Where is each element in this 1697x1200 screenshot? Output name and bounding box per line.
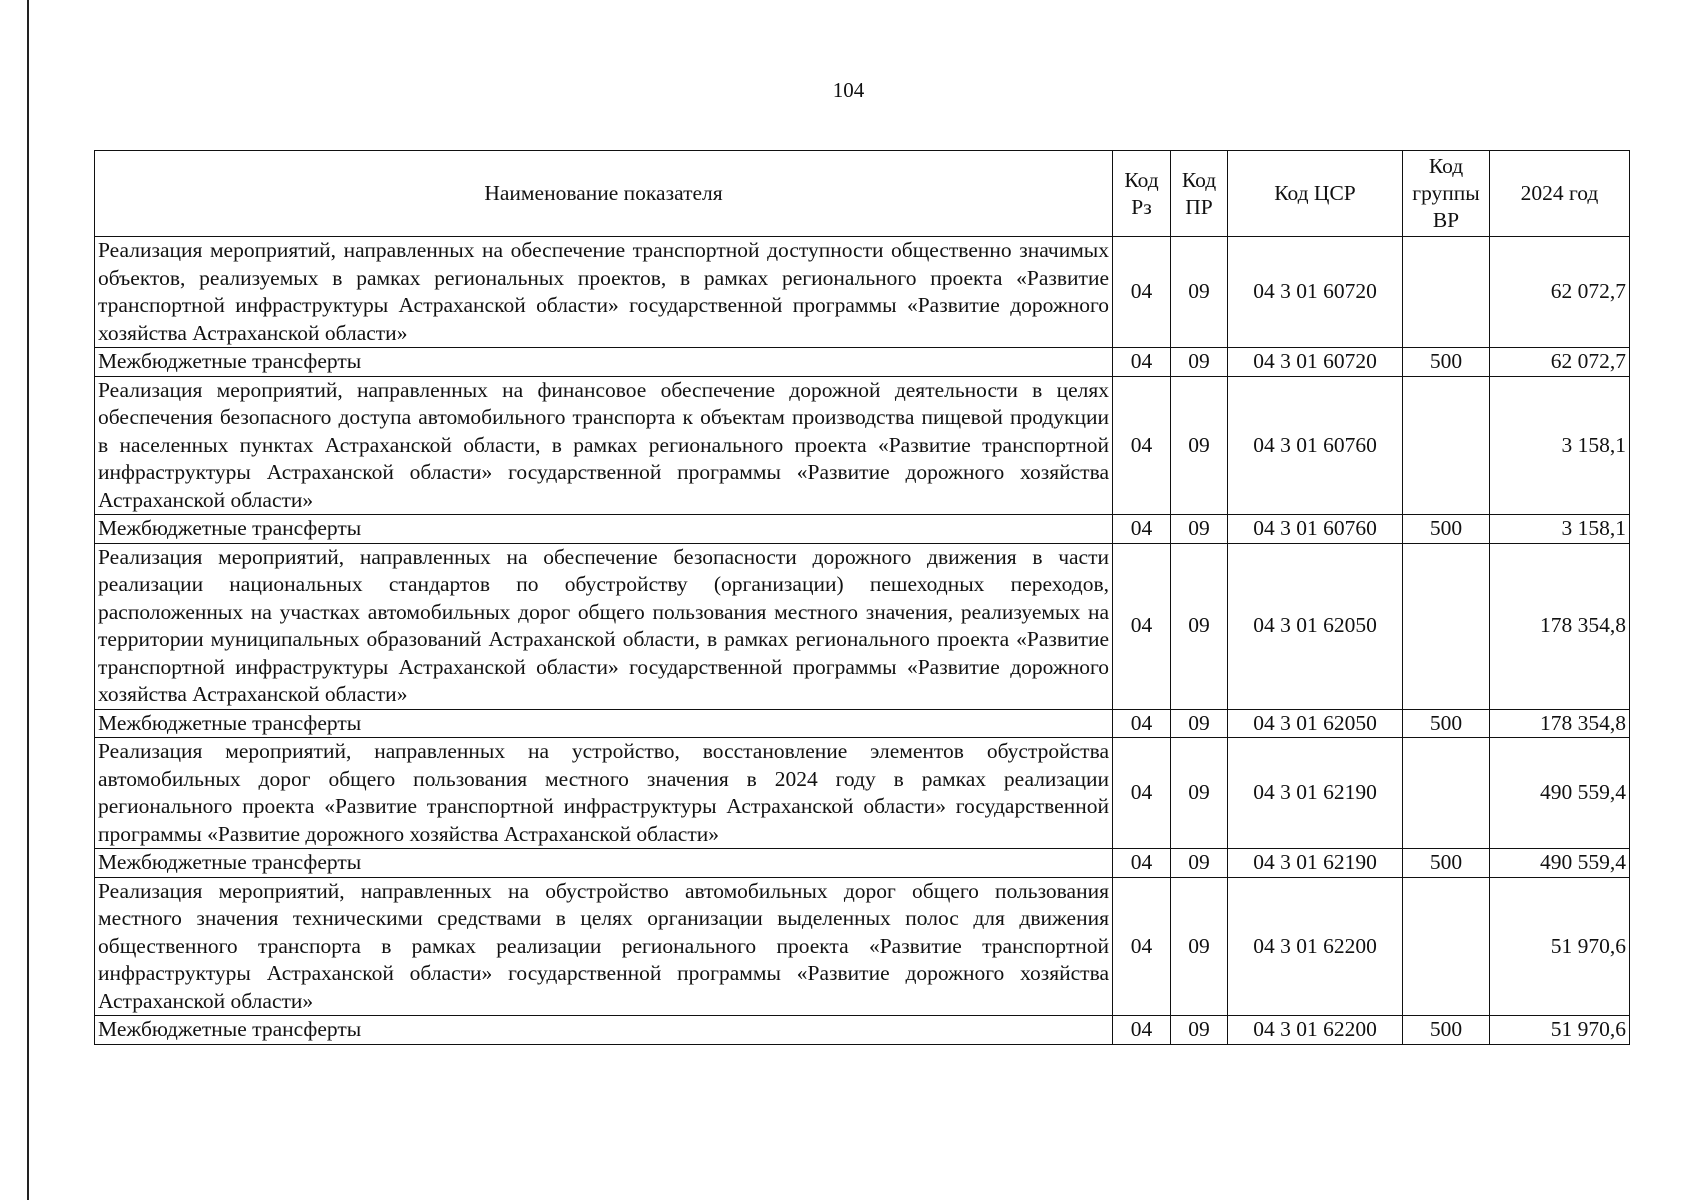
budget-table [94,150,1630,1045]
row-name: Реализация мероприятий, направленных на финансовое обеспечение дорожной деятельности в целях обеспечения безопасного доступа автомобильного транспорта к объектам производства пищевой продукции в населенных пунктах Астраханской области, в рамках регионального проекта «Развитие транспортной инфраструктуры Астраханской области» государственной программы «Развитие дорожного хозяйства Астраханской области» [95,376,1113,515]
row-name: Реализация мероприятий, направленных на устройство, восстановление элементов обустройства автомобильных дорог общего пользования местного значения в 2024 году в рамках реализации регионального проекта «Развитие транспортной инфраструктуры Астраханской области» государственной программы «Развитие дорожного хозяйства Астраханской области» [95,738,1113,849]
row-rz: 04 [1113,543,1171,709]
row-csr: 04 3 01 60720 [1228,348,1403,377]
row-vr: 500 [1403,1016,1490,1045]
row-csr: 04 3 01 62190 [1228,738,1403,849]
row-value: 51 970,6 [1490,1016,1630,1045]
row-pr: 09 [1171,849,1228,878]
row-csr: 04 3 01 60720 [1228,237,1403,348]
row-csr: 04 3 01 62050 [1228,709,1403,738]
table-row [95,515,1630,544]
row-pr: 09 [1171,515,1228,544]
table-row [95,1016,1630,1045]
row-rz: 04 [1113,709,1171,738]
header-csr: Код ЦСР [1228,151,1403,237]
row-vr [1403,376,1490,515]
scan-edge-line [27,0,29,1200]
row-csr: 04 3 01 62200 [1228,1016,1403,1045]
row-rz: 04 [1113,877,1171,1016]
row-value: 51 970,6 [1490,877,1630,1016]
row-rz: 04 [1113,515,1171,544]
row-pr: 09 [1171,543,1228,709]
row-csr: 04 3 01 60760 [1228,515,1403,544]
row-name: Реализация мероприятий, направленных на обустройство автомобильных дорог общего пользования местного значения техническими средствами в целях организации выделенных полос для движения общественного транспорта в рамках реализации регионального проекта «Развитие транспортной инфраструктуры Астраханской области» государственной программы «Развитие дорожного хозяйства Астраханской области» [95,877,1113,1016]
row-value: 3 158,1 [1490,376,1630,515]
table-row [95,877,1630,1016]
page-number: 104 [832,78,865,102]
table-header-row [95,151,1630,237]
row-value: 490 559,4 [1490,849,1630,878]
row-name: Межбюджетные трансферты [95,1016,1113,1045]
row-value: 62 072,7 [1490,237,1630,348]
row-name: Реализация мероприятий, направленных на обеспечение безопасности дорожного движения в части реализации национальных стандартов по обустройству (организации) пешеходных переходов, расположенных на участках автомобильных дорог общего пользования местного значения, реализуемых на территории муниципальных образований Астраханской области, в рамках регионального проекта «Развитие транспортной инфраструктуры Астраханской области» государственной программы «Развитие дорожного хозяйства Астраханской области» [95,543,1113,709]
header-rz: Код Рз [1113,151,1171,237]
row-pr: 09 [1171,348,1228,377]
row-vr [1403,237,1490,348]
header-vr: Код группы ВР [1403,151,1490,237]
row-rz: 04 [1113,1016,1171,1045]
row-rz: 04 [1113,376,1171,515]
row-pr: 09 [1171,376,1228,515]
row-name: Реализация мероприятий, направленных на обеспечение транспортной доступности общественно значимых объектов, реализуемых в рамках региональных проектов, в рамках регионального проекта «Развитие транспортной инфраструктуры Астраханской области» государственной программы «Развитие дорожного хозяйства Астраханской области» [95,237,1113,348]
row-rz: 04 [1113,738,1171,849]
row-rz: 04 [1113,849,1171,878]
row-name: Межбюджетные трансферты [95,515,1113,544]
row-vr [1403,738,1490,849]
row-vr [1403,877,1490,1016]
row-csr: 04 3 01 60760 [1228,376,1403,515]
row-value: 178 354,8 [1490,709,1630,738]
row-rz: 04 [1113,348,1171,377]
row-pr: 09 [1171,877,1228,1016]
row-vr: 500 [1403,515,1490,544]
row-vr [1403,543,1490,709]
row-csr: 04 3 01 62050 [1228,543,1403,709]
table-row [95,738,1630,849]
row-pr: 09 [1171,237,1228,348]
row-value: 490 559,4 [1490,738,1630,849]
table-row [95,376,1630,515]
row-value: 3 158,1 [1490,515,1630,544]
table-row [95,543,1630,709]
row-rz: 04 [1113,237,1171,348]
table-row [95,348,1630,377]
header-value: 2024 год [1490,151,1630,237]
row-csr: 04 3 01 62190 [1228,849,1403,878]
table-row [95,849,1630,878]
table-row [95,709,1630,738]
header-name: Наименование показателя [95,151,1113,237]
row-name: Межбюджетные трансферты [95,348,1113,377]
row-vr: 500 [1403,709,1490,738]
row-pr: 09 [1171,738,1228,849]
row-pr: 09 [1171,709,1228,738]
header-pr: Код ПР [1171,151,1228,237]
row-value: 178 354,8 [1490,543,1630,709]
row-pr: 09 [1171,1016,1228,1045]
row-vr: 500 [1403,348,1490,377]
table-row [95,237,1630,348]
row-name: Межбюджетные трансферты [95,709,1113,738]
row-name: Межбюджетные трансферты [95,849,1113,878]
row-vr: 500 [1403,849,1490,878]
row-value: 62 072,7 [1490,348,1630,377]
row-csr: 04 3 01 62200 [1228,877,1403,1016]
